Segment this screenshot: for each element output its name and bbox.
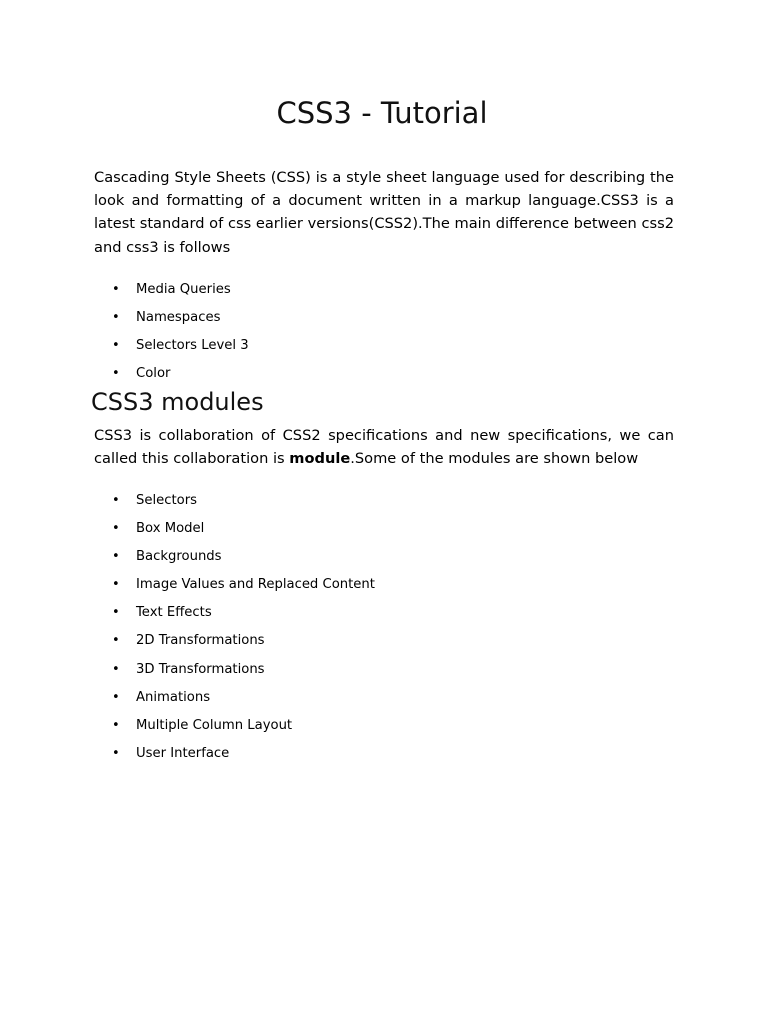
bullet-icon: • — [112, 521, 120, 537]
bullet-icon: • — [112, 745, 120, 761]
list-item-label: Text Effects — [136, 605, 212, 621]
modules-list — [112, 487, 375, 768]
list-item-label: Multiple Column Layout — [136, 717, 293, 733]
list-item-label: Box Model — [136, 521, 205, 537]
list-item-label: 3D Transformations — [136, 661, 265, 677]
list-item-label: Backgrounds — [136, 549, 222, 565]
bullet-icon: • — [112, 338, 120, 354]
list-item-label: Media Queries — [136, 282, 231, 297]
list-item — [112, 543, 375, 571]
list-item — [112, 656, 375, 684]
bullet-icon: • — [112, 689, 120, 705]
list-item — [112, 304, 249, 332]
bullet-icon: • — [112, 282, 120, 297]
bullet-icon: • — [112, 549, 120, 565]
page-title: CSS3 - Tutorial — [276, 96, 488, 130]
list-item — [112, 712, 375, 740]
list-item — [112, 487, 375, 515]
list-item-label: Color — [136, 366, 171, 382]
modules-paragraph-text: CSS3 is collaboration of CSS2 specifications and new specifications, we can called this collaboration is — [94, 427, 674, 468]
intro-paragraph: Cascading Style Sheets (CSS) is a style sheet language used for describing the look and formatting of a document written in a markup language.CSS3 is a latest standard of css earlier versions(CSS2).The main difference between css2 and css3 is follows — [94, 169, 674, 256]
list-item-label: 2D Transformations — [136, 633, 265, 649]
list-item-label: Selectors — [136, 493, 198, 508]
list-item-label: Namespaces — [136, 310, 221, 326]
list-item — [112, 740, 375, 768]
bullet-icon: • — [112, 633, 120, 649]
module-term: module — [289, 450, 351, 468]
list-item — [112, 360, 249, 388]
bullet-icon: • — [112, 366, 120, 382]
list-item — [112, 599, 375, 627]
modules-paragraph — [94, 424, 674, 470]
bullet-icon: • — [112, 310, 120, 326]
list-item — [112, 515, 375, 543]
list-item — [112, 627, 375, 655]
list-item-label: Animations — [136, 689, 211, 705]
bullet-icon: • — [112, 493, 120, 508]
list-item-label: Image Values and Replaced Content — [136, 577, 375, 593]
list-item — [112, 276, 249, 304]
list-item-label: User Interface — [136, 745, 230, 761]
bullet-icon: • — [112, 717, 120, 733]
list-item-label: Selectors Level 3 — [136, 338, 249, 354]
bullet-icon: • — [112, 661, 120, 677]
differences-list — [112, 276, 249, 388]
modules-paragraph-text-end: .Some of the modules are shown below — [350, 450, 639, 468]
bullet-icon: • — [112, 577, 120, 593]
modules-heading: CSS3 modules — [91, 388, 264, 416]
list-item — [112, 571, 375, 599]
bullet-icon: • — [112, 605, 120, 621]
list-item — [112, 332, 249, 360]
list-item — [112, 684, 375, 712]
